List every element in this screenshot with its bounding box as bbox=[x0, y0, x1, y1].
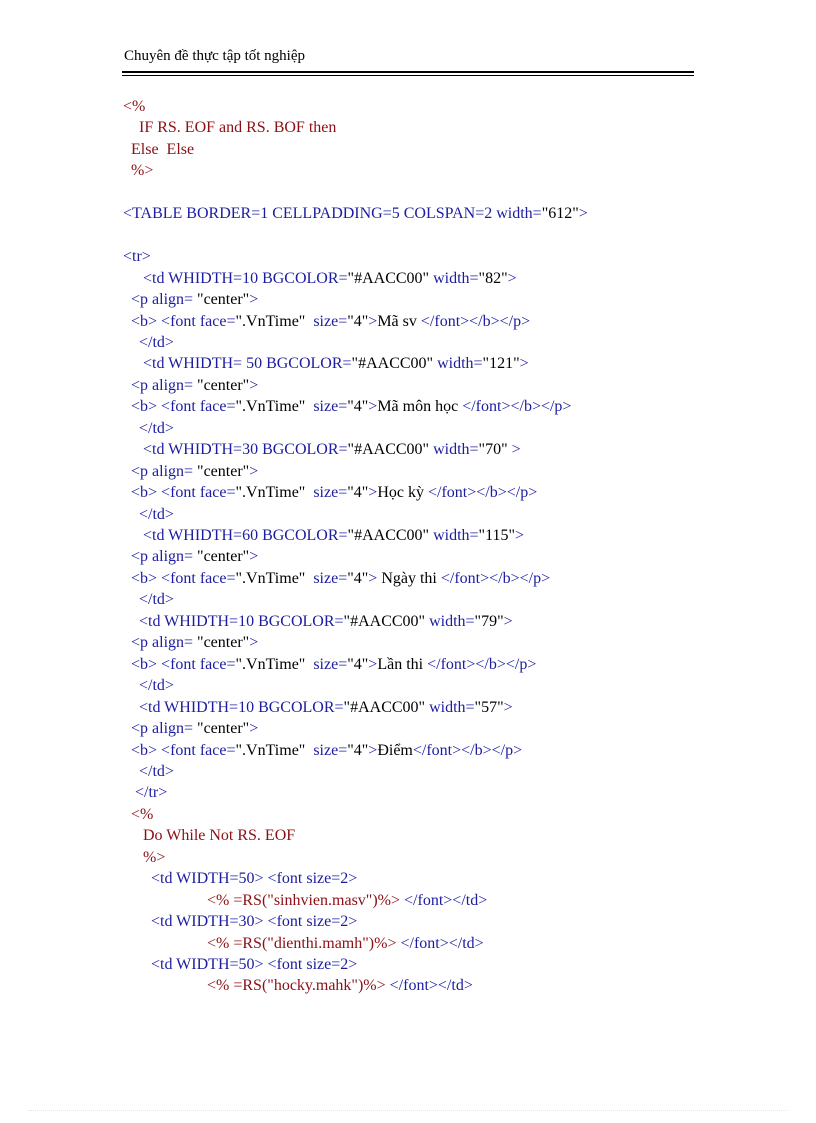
code-line bbox=[123, 675, 174, 696]
code-line bbox=[123, 289, 258, 310]
code-line bbox=[123, 203, 588, 224]
code-token: > bbox=[249, 291, 259, 309]
code-token: > bbox=[249, 462, 259, 480]
code-line bbox=[123, 632, 258, 653]
code-token: "center" bbox=[193, 720, 250, 738]
code-line bbox=[123, 332, 174, 353]
code-token: > bbox=[368, 741, 378, 759]
code-line bbox=[123, 933, 484, 954]
code-token: %> bbox=[123, 848, 166, 866]
code-token: Học kỳ bbox=[377, 484, 428, 502]
code-token: <td WHIDTH=10 BGCOLOR= bbox=[123, 698, 344, 716]
code-token: <% =RS( bbox=[123, 934, 268, 952]
code-token: "#AACC00" bbox=[343, 612, 426, 630]
code-token: <td WHIDTH=60 BGCOLOR= bbox=[123, 527, 348, 544]
code-token: ".VnTime" bbox=[235, 655, 306, 673]
code-line bbox=[123, 482, 537, 503]
code-line bbox=[123, 782, 167, 803]
code-token: > bbox=[503, 612, 513, 630]
code-line bbox=[123, 740, 522, 761]
code-token: > bbox=[368, 655, 378, 673]
code-token: </font></b></p> bbox=[427, 484, 538, 502]
code-token: width= bbox=[425, 698, 475, 716]
code-line bbox=[123, 890, 487, 911]
code-token: <p align= bbox=[123, 291, 194, 309]
code-token: > bbox=[249, 720, 259, 738]
code-token: "center" bbox=[193, 548, 250, 566]
code-line bbox=[123, 975, 473, 996]
code-token: <b> <font face= bbox=[123, 741, 236, 759]
code-token: </td> bbox=[123, 762, 174, 780]
code-token: </font></b></p> bbox=[412, 741, 523, 759]
code-line bbox=[123, 868, 357, 889]
code-token: <p align= bbox=[123, 462, 194, 480]
code-token: <% bbox=[123, 98, 146, 115]
code-line bbox=[123, 911, 357, 932]
code-line bbox=[123, 246, 151, 267]
code-line bbox=[123, 761, 174, 782]
code-token: "dienthi.mamh" bbox=[267, 934, 369, 952]
code-token: <% =RS( bbox=[123, 977, 268, 995]
code-token: <b> <font face= bbox=[123, 312, 236, 330]
code-token: Ngày thi bbox=[377, 569, 441, 587]
code-line bbox=[123, 396, 571, 417]
code-token: > bbox=[519, 355, 529, 373]
code-token: width= bbox=[425, 612, 475, 630]
code-token: <p align= bbox=[123, 720, 194, 738]
code-token: > bbox=[249, 548, 259, 566]
code-line bbox=[123, 525, 524, 546]
code-line bbox=[123, 375, 258, 396]
code-token: width= bbox=[429, 527, 479, 544]
code-line bbox=[123, 654, 536, 675]
code-token: size= bbox=[305, 484, 348, 502]
code-token: </font></b></p> bbox=[427, 655, 537, 673]
code-token: ".VnTime" bbox=[235, 484, 306, 502]
code-token: ".VnTime" bbox=[235, 741, 306, 759]
code-token: </font></td> bbox=[400, 934, 484, 952]
code-line bbox=[123, 160, 153, 181]
code-token: "4" bbox=[347, 655, 369, 673]
code-token: <td WHIDTH=10 BGCOLOR= bbox=[123, 269, 348, 287]
code-token: Mã môn học bbox=[377, 398, 463, 416]
code-token: "121" bbox=[482, 355, 520, 373]
code-token: "#AACC00" bbox=[347, 527, 430, 544]
header-rule-thin bbox=[122, 75, 694, 76]
page-header-title: Chuyên đề thực tập tốt nghiệp bbox=[124, 48, 306, 64]
code-token: "4" bbox=[347, 312, 369, 330]
code-line bbox=[123, 611, 513, 632]
code-token: IF RS. EOF and RS. BOF then bbox=[123, 119, 337, 137]
code-token: <td WIDTH=50> <font size=2> bbox=[123, 956, 358, 973]
code-line bbox=[123, 439, 521, 460]
code-token: size= bbox=[305, 312, 348, 330]
code-token: "57" bbox=[474, 698, 504, 716]
code-token: > bbox=[507, 441, 521, 459]
code-line bbox=[123, 353, 529, 374]
code-token: size= bbox=[305, 655, 348, 673]
code-token: <tr> bbox=[123, 248, 151, 266]
code-token: %> bbox=[123, 162, 154, 180]
code-token: <% =RS( bbox=[123, 891, 268, 909]
code-line bbox=[123, 589, 174, 610]
code-line bbox=[123, 418, 174, 439]
code-token: > bbox=[515, 527, 525, 544]
code-token: Do While Not RS. EOF bbox=[123, 827, 296, 845]
code-token: > bbox=[249, 634, 259, 652]
code-token: Điểm bbox=[377, 741, 413, 759]
code-token: <b> <font face= bbox=[123, 484, 236, 502]
code-token: > bbox=[368, 398, 378, 416]
code-token: </font></b></p> bbox=[420, 312, 531, 330]
code-token: )%> bbox=[357, 977, 390, 995]
code-token: ".VnTime" bbox=[235, 312, 306, 330]
code-token: </td> bbox=[123, 505, 174, 523]
code-token: <b> <font face= bbox=[123, 655, 236, 673]
code-token: "#AACC00" bbox=[347, 441, 430, 459]
code-token: size= bbox=[305, 741, 348, 759]
code-token: size= bbox=[305, 569, 348, 587]
code-token: )%> bbox=[372, 891, 405, 909]
code-line bbox=[123, 461, 258, 482]
code-line bbox=[123, 568, 550, 589]
code-line bbox=[123, 718, 258, 739]
code-line bbox=[123, 311, 530, 332]
code-token: "#AACC00" bbox=[351, 355, 434, 373]
code-token: "612" bbox=[541, 205, 579, 223]
code-token: </td> bbox=[123, 419, 174, 437]
code-token: width= bbox=[429, 441, 479, 459]
code-token: "4" bbox=[347, 484, 369, 502]
code-token: > bbox=[503, 698, 513, 716]
code-token: "79" bbox=[474, 612, 504, 630]
code-token: Else Else bbox=[123, 140, 195, 158]
header-rule-thick bbox=[122, 71, 694, 73]
code-token: ".VnTime" bbox=[235, 569, 306, 587]
code-line bbox=[123, 954, 357, 975]
code-token: > bbox=[368, 312, 378, 330]
code-token: </td> bbox=[123, 333, 174, 351]
code-token: <td WHIDTH=30 BGCOLOR= bbox=[123, 441, 348, 459]
code-line bbox=[123, 117, 336, 138]
code-token: <td WIDTH=30> <font size=2> bbox=[123, 913, 358, 931]
code-token: > bbox=[507, 269, 517, 287]
code-token: "82" bbox=[478, 269, 508, 287]
code-token: </td> bbox=[123, 591, 174, 609]
code-token: "4" bbox=[347, 398, 369, 416]
code-token: "center" bbox=[193, 376, 250, 394]
code-token: "#AACC00" bbox=[343, 698, 426, 716]
code-token: width= bbox=[433, 355, 483, 373]
code-token: )%> bbox=[368, 934, 401, 952]
code-token: <p align= bbox=[123, 548, 194, 566]
code-token: <TABLE BORDER=1 CELLPADDING=5 COLSPAN=2 width= bbox=[123, 205, 542, 223]
code-token: </td> bbox=[123, 677, 174, 695]
code-token: <p align= bbox=[123, 634, 194, 652]
code-token: "center" bbox=[193, 462, 250, 480]
code-token: "#AACC00" bbox=[347, 269, 430, 287]
code-token: Mã sv bbox=[377, 312, 421, 330]
code-token: <td WHIDTH=10 BGCOLOR= bbox=[123, 612, 344, 630]
code-token: width= bbox=[429, 269, 479, 287]
code-token: <b> <font face= bbox=[123, 569, 236, 587]
code-token: "115" bbox=[478, 527, 515, 544]
code-line bbox=[123, 697, 513, 718]
code-token: > bbox=[368, 569, 378, 587]
code-line bbox=[123, 546, 258, 567]
code-token: <td WHIDTH= 50 BGCOLOR= bbox=[123, 355, 352, 373]
code-token: > bbox=[249, 376, 259, 394]
code-token: <td WIDTH=50> <font size=2> bbox=[123, 870, 358, 888]
code-token: "hocky.mahk" bbox=[267, 977, 358, 995]
code-token: Lần thi bbox=[377, 655, 428, 673]
code-line bbox=[123, 804, 153, 825]
code-line bbox=[123, 504, 174, 525]
code-token: <p align= bbox=[123, 376, 194, 394]
code-token: "4" bbox=[347, 569, 369, 587]
code-token: </font></td> bbox=[404, 891, 488, 909]
code-token: "center" bbox=[193, 291, 250, 309]
code-token: </font></b></p> bbox=[440, 569, 551, 587]
code-token: </font></td> bbox=[389, 977, 473, 995]
code-token: > bbox=[368, 484, 378, 502]
code-token: > bbox=[578, 205, 588, 223]
code-token: ".VnTime" bbox=[235, 398, 306, 416]
code-line bbox=[123, 847, 165, 868]
code-token: "4" bbox=[347, 741, 369, 759]
code-token: "70" bbox=[478, 441, 508, 459]
code-line bbox=[123, 96, 145, 117]
code-line bbox=[123, 825, 295, 846]
code-token: size= bbox=[305, 398, 348, 416]
code-line bbox=[123, 268, 517, 289]
code-token: </tr> bbox=[123, 784, 168, 802]
page-bottom-border bbox=[28, 1110, 788, 1111]
code-token: <% bbox=[123, 805, 154, 823]
code-token: "sinhvien.masv" bbox=[267, 891, 373, 909]
code-token: "center" bbox=[193, 634, 250, 652]
code-line bbox=[123, 139, 194, 160]
code-token: <b> <font face= bbox=[123, 398, 236, 416]
code-token: </font></b></p> bbox=[462, 398, 572, 416]
